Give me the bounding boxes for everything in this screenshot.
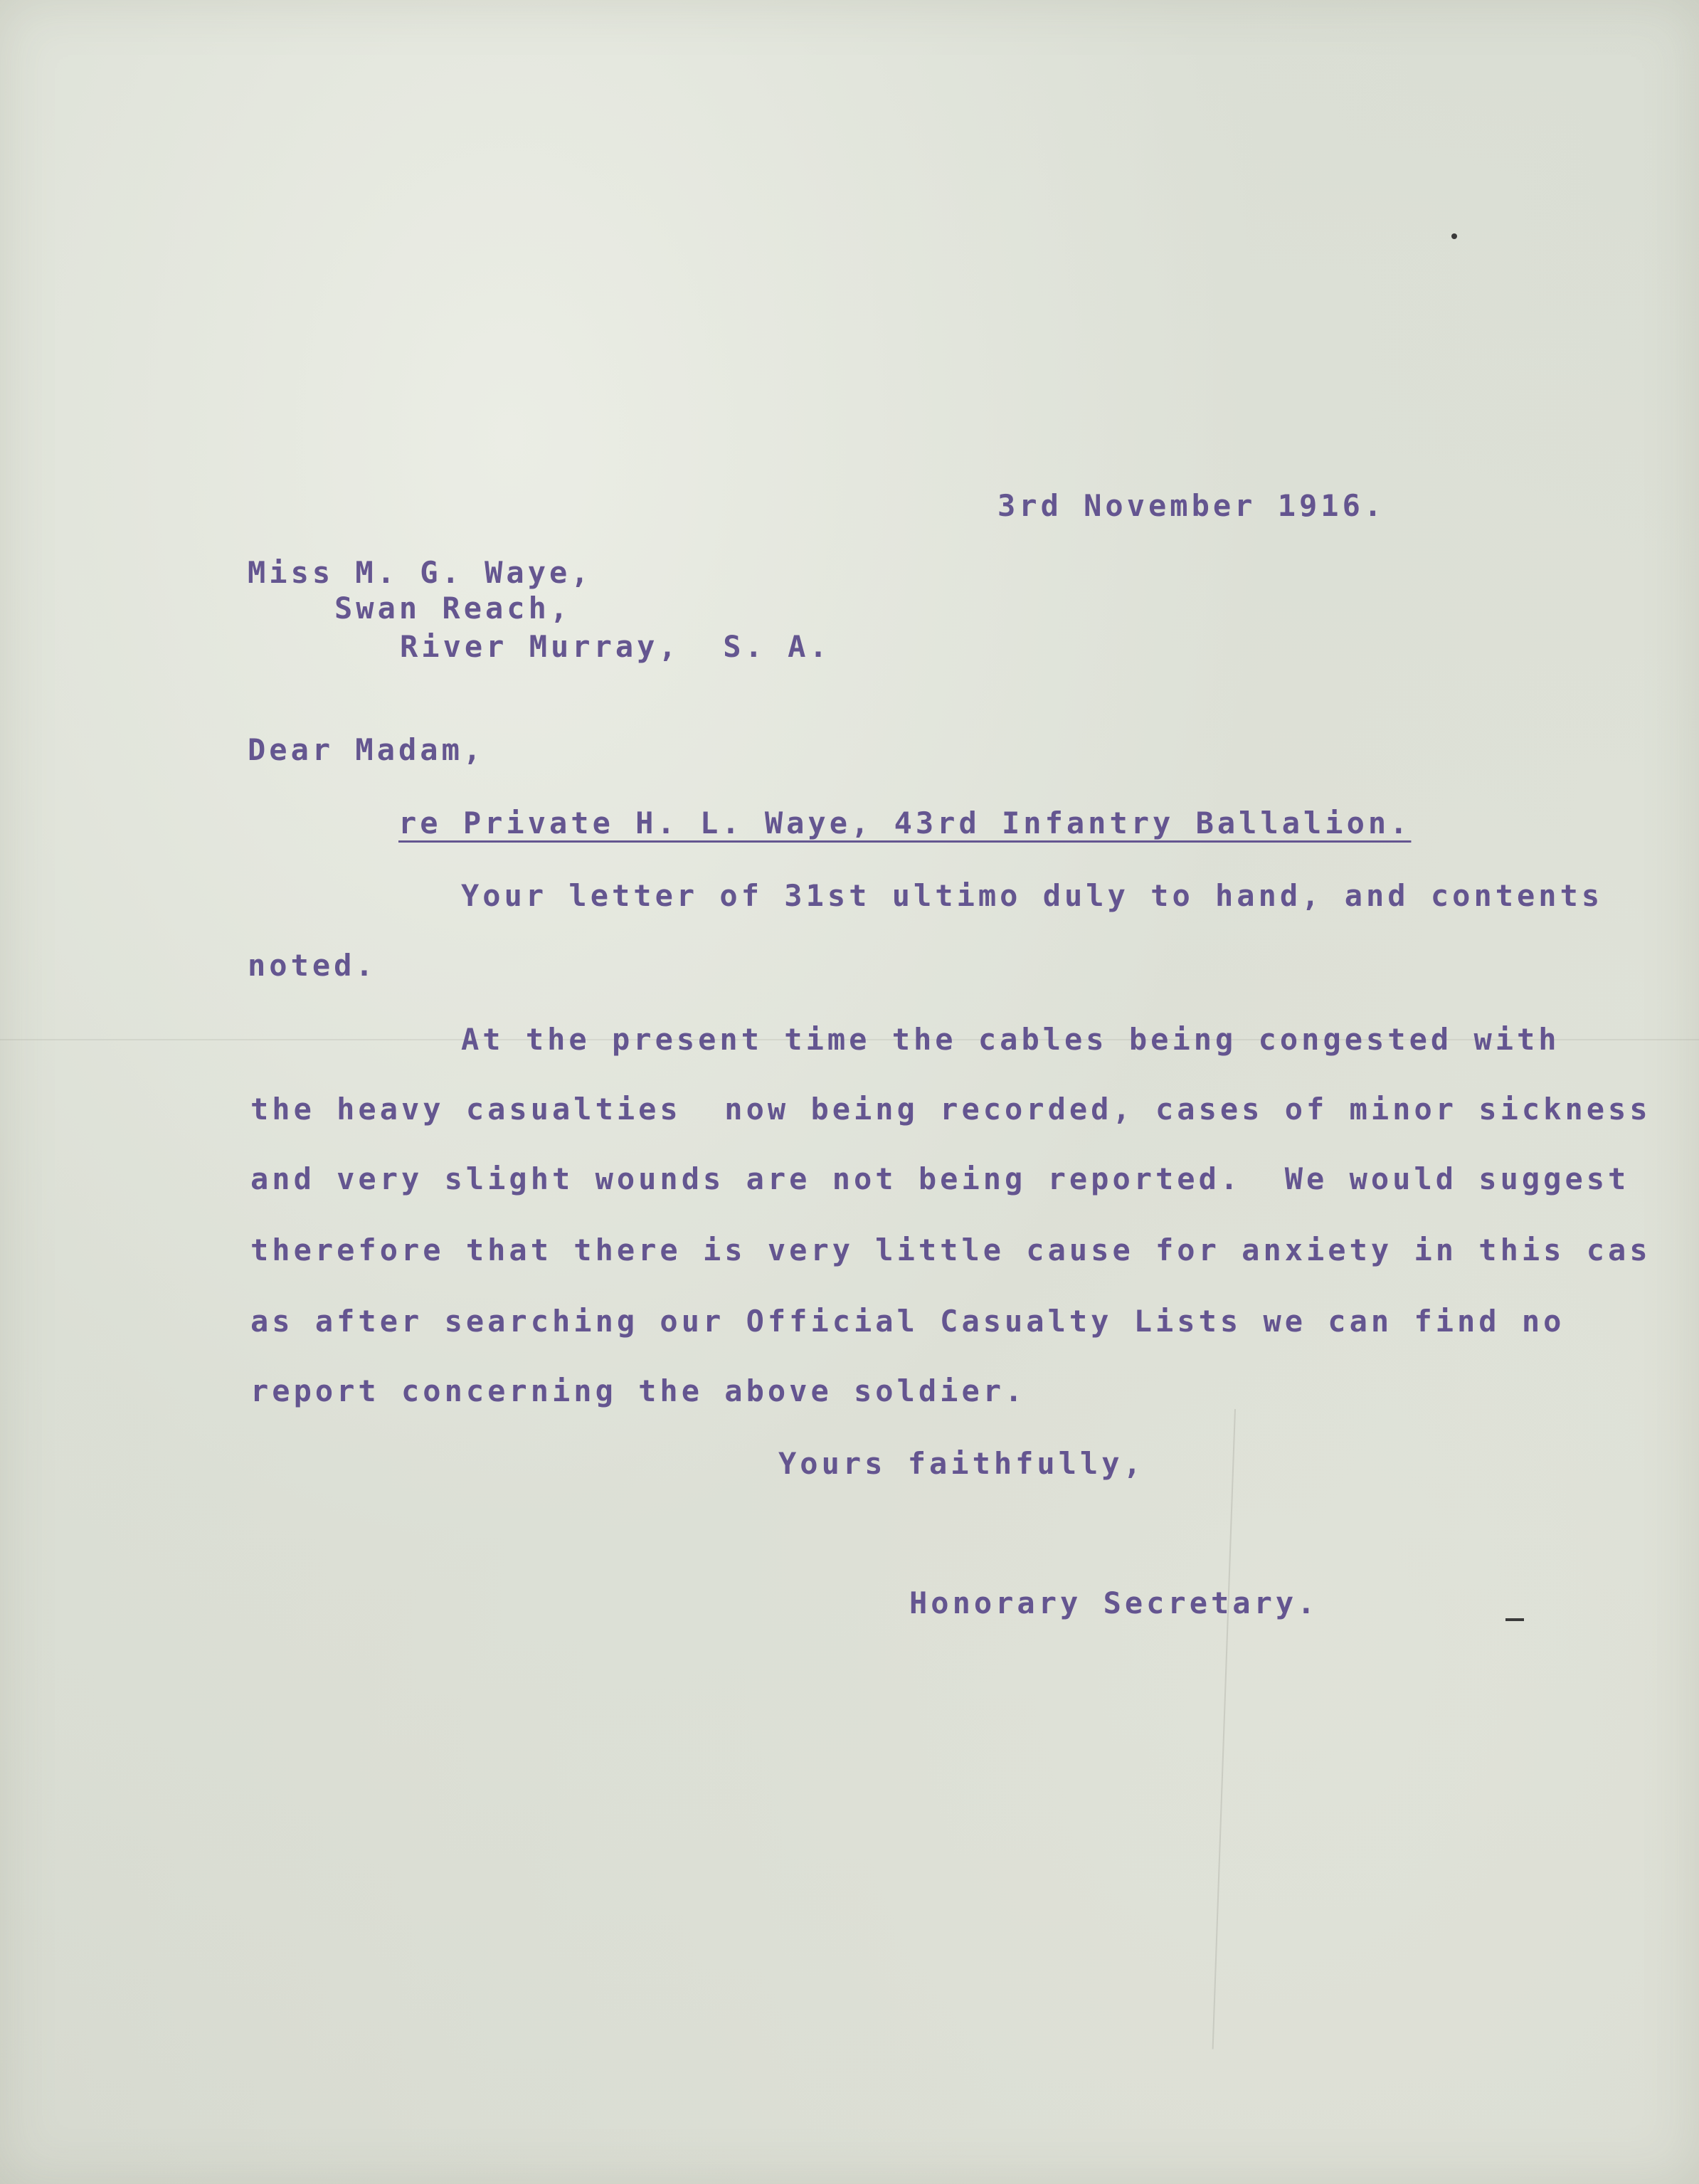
signatory-title: Honorary Secretary. [909, 1586, 1319, 1620]
salutation: Dear Madam, [248, 732, 485, 767]
body-line-8: report concerning the above soldier. [250, 1373, 1027, 1408]
body-line-4: the heavy casualties now being recorded, cases of minor sickness [250, 1092, 1651, 1127]
body-line-6: therefore that there is very little cause for anxiety in this cas [250, 1233, 1651, 1267]
body-line-5: and very slight wounds are not being reported. We would suggest [250, 1161, 1630, 1196]
body-line-7: as after searching our Official Casualty Lists we can find no [250, 1304, 1565, 1339]
ink-speck [1451, 233, 1457, 239]
subject-line: re Private H. L. Waye, 43rd Infantry Ballalion. [398, 806, 1412, 840]
body-line-2: noted. [248, 948, 377, 983]
paper-crease [1212, 1409, 1236, 2050]
body-line-3: At the present time the cables being congested with [461, 1022, 1560, 1057]
address-line-3: River Murray, S. A. [400, 629, 831, 664]
address-line-2: Swan Reach, [334, 591, 572, 626]
ink-dash [1505, 1618, 1524, 1621]
body-line-1: Your letter of 31st ultimo duly to hand, and contents [461, 878, 1604, 913]
address-line-1: Miss M. G. Waye, [248, 555, 593, 590]
closing: Yours faithfully, [778, 1446, 1145, 1481]
letter-date: 3rd November 1916. [997, 488, 1386, 523]
